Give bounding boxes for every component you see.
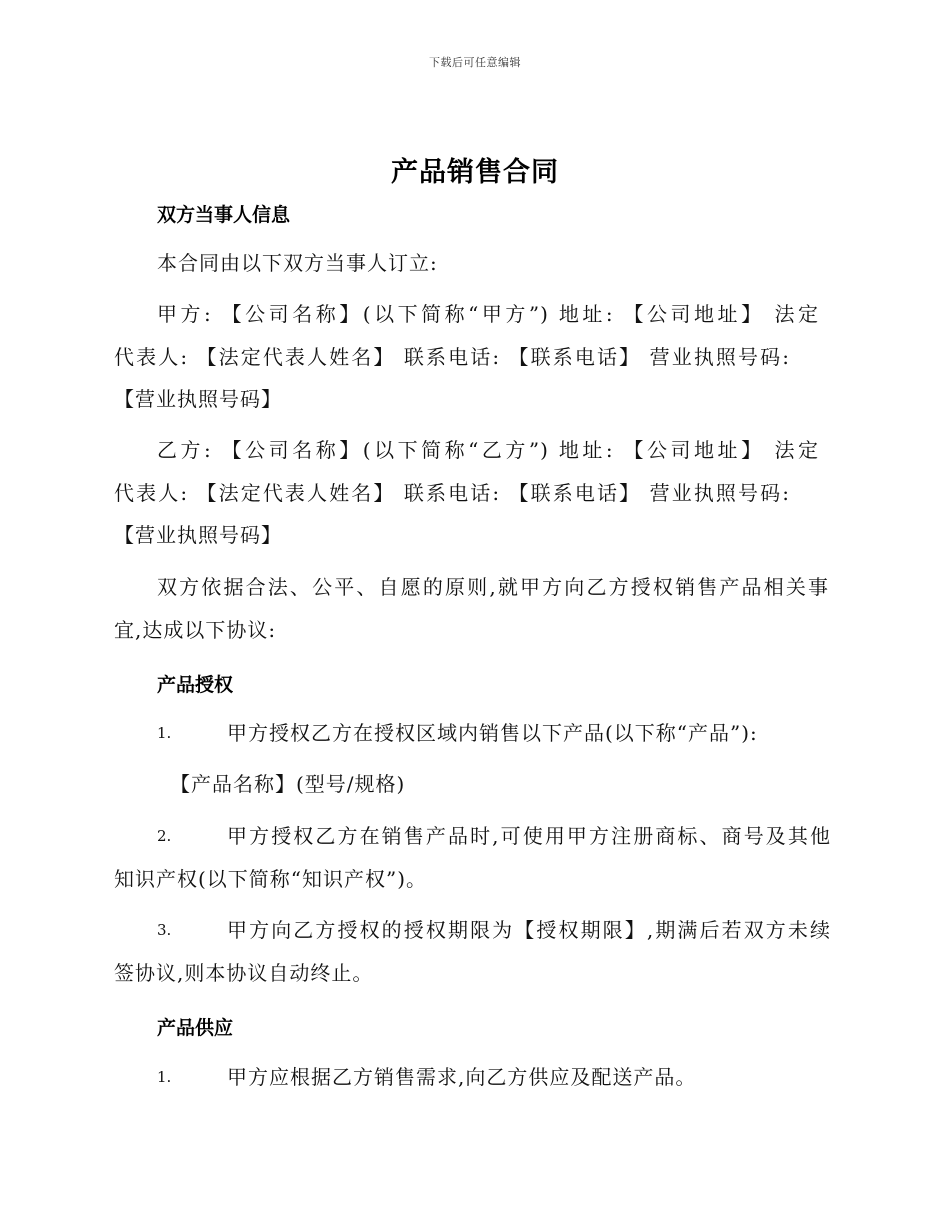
section-heading-authorization: 产品授权: [157, 674, 234, 696]
section-heading-supply: 产品供应: [157, 1017, 234, 1039]
section-heading-parties: 双方当事人信息: [157, 204, 291, 226]
agreement-line-1: 双方依据合法、公平、自愿的原则,就甲方向乙方授权销售产品相关事: [157, 575, 829, 599]
item-number: 3.: [157, 921, 172, 939]
auth-item-2-line-2: 知识产权(以下简称“知识产权”)。: [114, 867, 428, 891]
agreement-line-2: 宜,达成以下协议:: [114, 618, 277, 642]
item-number: 1.: [157, 1068, 172, 1086]
supply-item-1-line-1: 甲方应根据乙方销售需求,向乙方供应及配送产品。: [227, 1065, 697, 1089]
party-a-line-1: 甲方: 【公司名称】(以下简称“甲方”) 地址: 【公司地址】 法定: [157, 302, 819, 326]
party-b-line-3: 【营业执照号码】: [114, 523, 282, 547]
party-b-line-1: 乙方: 【公司名称】(以下简称“乙方”) 地址: 【公司地址】 法定: [157, 438, 819, 462]
auth-item-3-line-2: 签协议,则本协议自动终止。: [114, 961, 374, 985]
header-watermark: 下载后可任意编辑: [429, 56, 521, 69]
auth-item-3-line-1: 甲方向乙方授权的授权期限为【授权期限】,期满后若双方未续: [227, 918, 831, 942]
intro-paragraph: 本合同由以下双方当事人订立:: [157, 251, 438, 275]
item-number: 2.: [157, 827, 172, 845]
party-a-line-2: 代表人: 【法定代表人姓名】 联系电话: 【联系电话】 营业执照号码:: [114, 345, 790, 369]
auth-item-1-line-1: 甲方授权乙方在授权区域内销售以下产品(以下称“产品”):: [227, 721, 758, 745]
auth-item-1-product: 【产品名称】(型号/规格): [170, 772, 406, 796]
item-number: 1.: [157, 724, 172, 742]
party-b-line-2: 代表人: 【法定代表人姓名】 联系电话: 【联系电话】 营业执照号码:: [114, 481, 790, 505]
auth-item-2-line-1: 甲方授权乙方在销售产品时,可使用甲方注册商标、商号及其他: [227, 824, 831, 848]
party-a-line-3: 【营业执照号码】: [114, 387, 282, 411]
document-title: 产品销售合同: [391, 157, 559, 188]
